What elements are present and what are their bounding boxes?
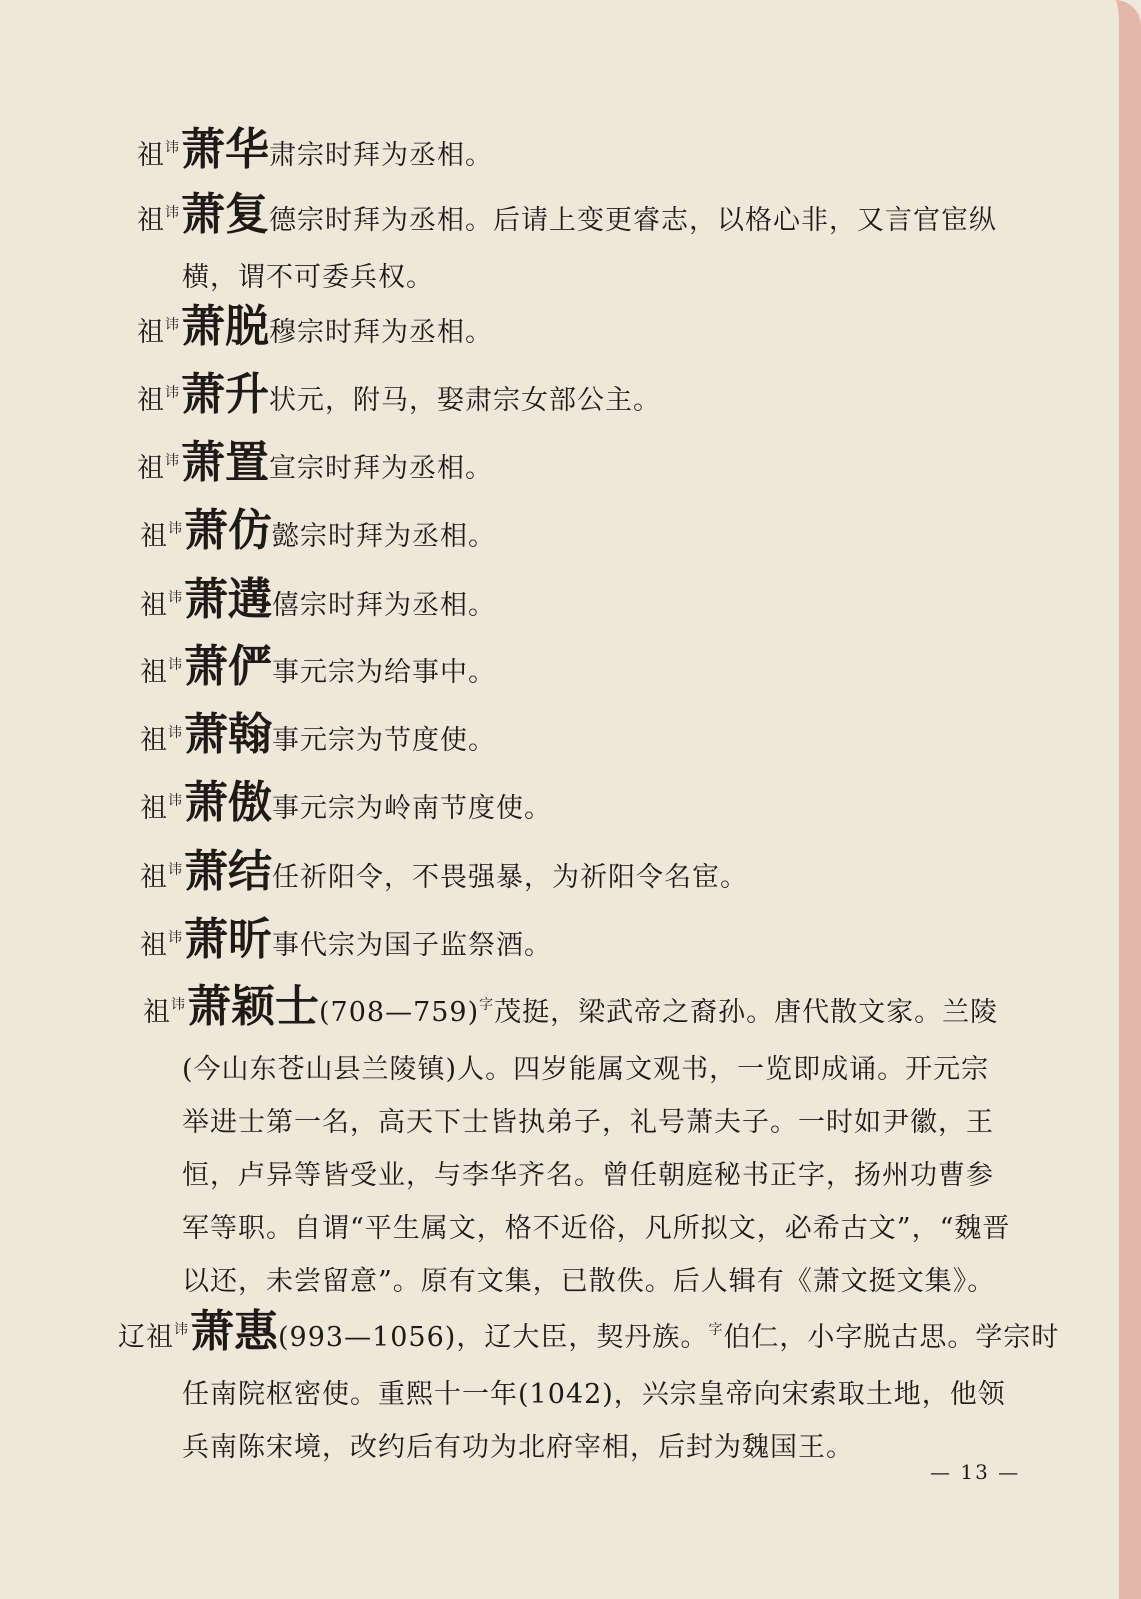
- entry-heading-line: [137, 369, 661, 421]
- entry-continuation-line: 以还，未尝留意”。原有文集，已散佚。后人辑有《萧文挺文集》。: [182, 1266, 996, 1297]
- hui-mark: 讳: [171, 997, 186, 1013]
- entry-dates: (993—1056)，辽大臣，契丹族。: [278, 1322, 709, 1353]
- ancestor-name: 萧颖士: [187, 981, 319, 1032]
- hui-mark: 讳: [174, 1322, 189, 1338]
- ancestor-name: 萧升: [181, 369, 269, 420]
- hui-mark: 讳: [168, 521, 183, 537]
- ancestor-name: 萧昕: [184, 914, 272, 965]
- ancestor-name: 萧仿: [184, 505, 272, 556]
- entry-text: 德宗时拜为丞相。后请上变更睿志，以格心非，又言官宦纵: [269, 205, 997, 236]
- hui-mark: 讳: [168, 590, 183, 606]
- entry-text: 状元，附马，娶肃宗女部公主。: [269, 385, 661, 416]
- ancestor-name: 萧结: [184, 846, 272, 897]
- entry-heading-line: [143, 981, 999, 1033]
- hui-mark: 讳: [165, 385, 180, 401]
- entry-text: 宣宗时拜为丞相。: [269, 453, 493, 484]
- entry-prefix: 祖: [140, 862, 168, 893]
- entry-continuation-line: 军等职。自谓“平生属文，格不近俗，凡所拟文，必希古文”，“魏晋: [182, 1213, 1011, 1244]
- entry-heading-line: [140, 914, 552, 966]
- entry-continuation-line: 任南院枢密使。重熙十一年(1042)，兴宗皇帝向宋索取土地，他领: [182, 1379, 1006, 1410]
- entry-prefix: 祖: [140, 930, 168, 961]
- entry-heading-line: [140, 709, 496, 761]
- entry-prefix: 祖: [140, 521, 168, 552]
- hui-mark: 讳: [168, 862, 183, 878]
- entry-prefix: 祖: [137, 140, 165, 171]
- hui-mark: 讳: [168, 793, 183, 809]
- entry-heading-line: [140, 777, 552, 829]
- entry-continuation-line: (今山东苍山县兰陵镇)人。四岁能属文观书，一览即成诵。开元宗: [182, 1054, 990, 1085]
- entry-prefix: 祖: [140, 725, 168, 756]
- entry-text: 肃宗时拜为丞相。: [269, 140, 493, 171]
- entry-continuation-line: 举进士第一名，高天下士皆执弟子，礼号萧夫子。一时如尹徽，王: [182, 1107, 994, 1138]
- entry-text: 懿宗时拜为丞相。: [272, 521, 496, 552]
- entry-continuation-line: 恒，卢异等皆受业，与李华齐名。曾任朝庭秘书正字，扬州功曹参: [182, 1160, 994, 1191]
- entry-dates: (708—759): [319, 997, 480, 1028]
- entry-continuation-line: 兵南陈宋境，改约后有功为北府宰相，后封为魏国王。: [182, 1432, 854, 1463]
- entry-text: 事代宗为国子监祭酒。: [272, 930, 552, 961]
- ancestor-name: 萧遘: [184, 574, 272, 625]
- entry-prefix: 祖: [140, 793, 168, 824]
- hui-mark: 讳: [168, 657, 183, 673]
- entry-prefix: 祖: [140, 657, 168, 688]
- entry-heading-line: [140, 641, 496, 693]
- entry-prefix: 祖: [143, 997, 171, 1028]
- ancestor-name: 萧置: [181, 437, 269, 488]
- zi-mark: 字: [708, 1322, 724, 1338]
- entry-text: 僖宗时拜为丞相。: [272, 590, 496, 621]
- entry-text: 事元宗为节度使。: [272, 725, 496, 756]
- hui-mark: 讳: [168, 725, 183, 741]
- entry-prefix: 祖: [137, 317, 165, 348]
- entry-prefix: 祖: [137, 205, 165, 236]
- entry-text: 事元宗为岭南节度使。: [272, 793, 552, 824]
- ancestor-name: 萧复: [181, 189, 269, 240]
- entry-text: 任祈阳令，不畏强暴，为祈阳令名宦。: [272, 862, 748, 893]
- entry-heading-line: [140, 846, 748, 898]
- entry-heading-line: [140, 505, 496, 557]
- entry-prefix: 辽祖: [118, 1322, 174, 1353]
- entry-heading-line: [140, 574, 496, 626]
- hui-mark: 讳: [165, 140, 180, 156]
- entry-continuation-line: 横，谓不可委兵权。: [182, 262, 434, 293]
- ancestor-name: 萧华: [181, 124, 269, 175]
- entry-heading-line: [137, 437, 493, 489]
- entry-text: 事元宗为给事中。: [272, 657, 496, 688]
- entry-prefix: 祖: [137, 453, 165, 484]
- entry-text: 伯仁，小字脱古思。学宗时: [723, 1322, 1060, 1353]
- entry-heading-line: [118, 1306, 1060, 1358]
- entry-text: 穆宗时拜为丞相。: [269, 317, 493, 348]
- entry-heading-line: [137, 301, 493, 353]
- hui-mark: 讳: [165, 317, 180, 333]
- entry-prefix: 祖: [140, 590, 168, 621]
- ancestor-name: 萧翰: [184, 709, 272, 760]
- ancestor-name: 萧脱: [181, 301, 269, 352]
- entry-text: 茂挺，梁武帝之裔孙。唐代散文家。兰陵: [494, 997, 999, 1028]
- page-number: — 13 —: [930, 1460, 1021, 1484]
- ancestor-name: 萧傲: [184, 777, 272, 828]
- entry-heading-line: [137, 124, 493, 176]
- hui-mark: 讳: [165, 453, 180, 469]
- entry-prefix: 祖: [137, 385, 165, 416]
- entry-heading-line: [137, 189, 997, 241]
- hui-mark: 讳: [168, 930, 183, 946]
- ancestor-name: 萧俨: [184, 641, 272, 692]
- zi-mark: 字: [479, 997, 495, 1013]
- hui-mark: 讳: [165, 205, 180, 221]
- ancestor-name: 萧惠: [190, 1306, 278, 1357]
